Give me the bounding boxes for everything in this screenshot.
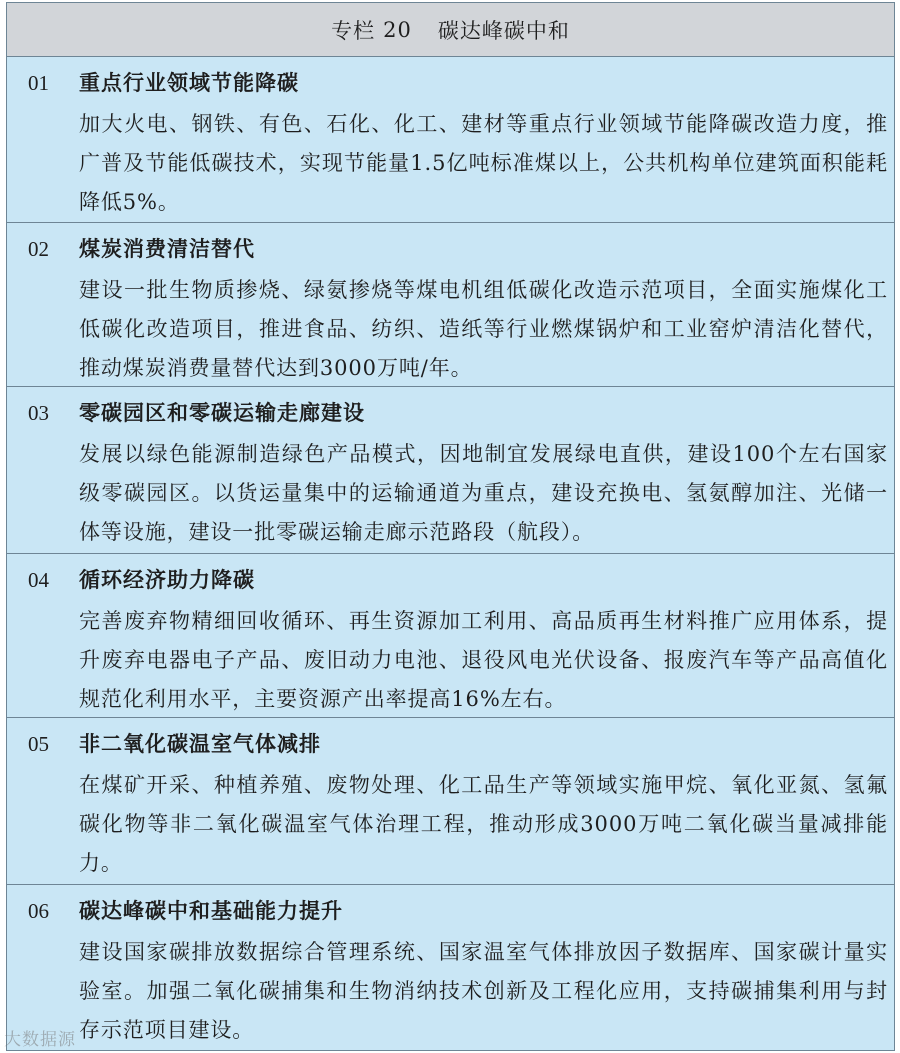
section-title: 非二氧化碳温室气体减排 xyxy=(79,731,321,756)
section-body: 建设国家碳排放数据综合管理系统、国家温室气体排放因子数据库、国家碳计量实验室。加强二氧化碳捕集和生物消纳技术创新及工程化应用，支持碳捕集利用与封存示范项目建设。 xyxy=(79,940,888,1042)
section-title: 碳达峰碳中和基础能力提升 xyxy=(79,898,343,923)
column-number: 20 xyxy=(383,17,412,42)
section-04 xyxy=(7,554,894,718)
section-body: 完善废弃物精细回收循环、再生资源加工利用、高品质再生材料推广应用体系，提升废弃电器电子产品、废旧动力电池、退役风电光伏设备、报废汽车等产品高值化规范化利用水平，主要资源产出率提高16%左右。 xyxy=(79,609,888,711)
section-number: 04 xyxy=(28,568,49,592)
section-title: 零碳园区和零碳运输走廊建设 xyxy=(79,400,365,425)
section-03 xyxy=(7,387,894,554)
section-title: 循环经济助力降碳 xyxy=(79,567,255,592)
section-02 xyxy=(7,223,894,387)
column-label: 专栏 xyxy=(331,18,376,43)
section-body: 发展以绿色能源制造绿色产品模式，因地制宜发展绿电直供，建设100个左右国家级零碳园区。以货运量集中的运输通道为重点，建设充换电、氢氨醇加注、光储一体等设施，建设一批零碳运输走廊示范路段（航段）。 xyxy=(79,442,888,544)
section-number: 01 xyxy=(28,71,49,95)
watermark: 大数据源 xyxy=(4,1030,76,1050)
section-title: 重点行业领域节能降碳 xyxy=(79,70,299,95)
section-01 xyxy=(7,57,894,223)
section-body: 在煤矿开采、种植养殖、废物处理、化工品生产等领域实施甲烷、氧化亚氮、氢氟碳化物等非二氧化碳温室气体治理工程，推动形成3000万吨二氧化碳当量减排能力。 xyxy=(79,773,888,875)
column-box xyxy=(6,2,895,1051)
column-header xyxy=(7,3,894,57)
section-06 xyxy=(7,885,894,1050)
column-title: 碳达峰碳中和 xyxy=(437,18,570,43)
section-number: 02 xyxy=(28,237,49,261)
section-number: 05 xyxy=(28,732,49,756)
section-body: 建设一批生物质掺烧、绿氨掺烧等煤电机组低碳化改造示范项目，全面实施煤化工低碳化改造项目，推进食品、纺织、造纸等行业燃煤锅炉和工业窑炉清洁化替代，推动煤炭消费量替代达到3000万吨/年。 xyxy=(79,278,888,380)
section-05 xyxy=(7,718,894,885)
section-title: 煤炭消费清洁替代 xyxy=(79,236,255,261)
section-number: 06 xyxy=(28,899,49,923)
section-body: 加大火电、钢铁、有色、石化、化工、建材等重点行业领域节能降碳改造力度，推广普及节能低碳技术，实现节能量1.5亿吨标准煤以上，公共机构单位建筑面积能耗降低5%。 xyxy=(79,112,888,214)
section-number: 03 xyxy=(28,401,49,425)
